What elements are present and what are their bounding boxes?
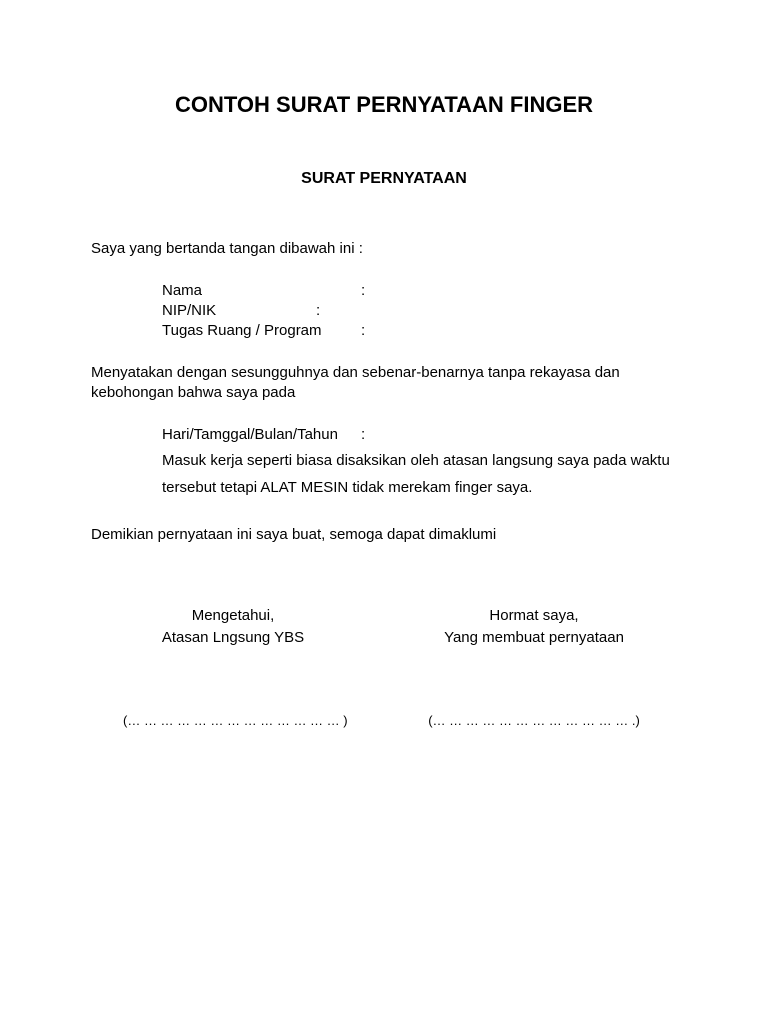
signature-left-line-2: Atasan Lngsung YBS xyxy=(161,629,305,646)
signature-right-line-1: Hormat saya, xyxy=(489,607,579,624)
detail-line-1: Masuk kerja seperti biasa disaksikan oleh atasan langsung saya pada waktu xyxy=(162,452,670,469)
signature-left-line-1: Mengetahui, xyxy=(191,607,275,624)
field-colon-nip: : xyxy=(316,302,321,319)
document-title: CONTOH SURAT PERNYATAAN FINGER xyxy=(174,92,594,117)
field-label-nip: NIP/NIK xyxy=(162,302,217,319)
field-colon-tugas: : xyxy=(361,322,366,339)
signature-right-blank: (… … … … … … … … … … … … .) xyxy=(428,713,640,728)
statement-line-1: Menyatakan dengan sesungguhnya dan sebenar-benarnya tanpa rekayasa dan xyxy=(91,364,620,381)
detail-line-2: tersebut tetapi ALAT MESIN tidak merekam finger saya. xyxy=(162,479,533,496)
signature-right-line-2: Yang membuat pernyataan xyxy=(444,629,624,646)
intro-text: Saya yang bertanda tangan dibawah ini : xyxy=(91,240,363,257)
statement-line-2: kebohongan bahwa saya pada xyxy=(91,384,296,401)
signature-left-blank: (… … … … … … … … … … … … … ) xyxy=(123,713,348,728)
date-label: Hari/Tamggal/Bulan/Tahun xyxy=(162,426,338,443)
document-subtitle: SURAT PERNYATAAN xyxy=(301,170,467,187)
field-label-tugas: Tugas Ruang / Program xyxy=(162,322,322,339)
field-colon-nama: : xyxy=(361,282,366,299)
date-colon: : xyxy=(361,426,366,443)
field-label-nama: Nama xyxy=(162,282,203,299)
closing-text: Demikian pernyataan ini saya buat, semoga dapat dimaklumi xyxy=(91,526,497,543)
